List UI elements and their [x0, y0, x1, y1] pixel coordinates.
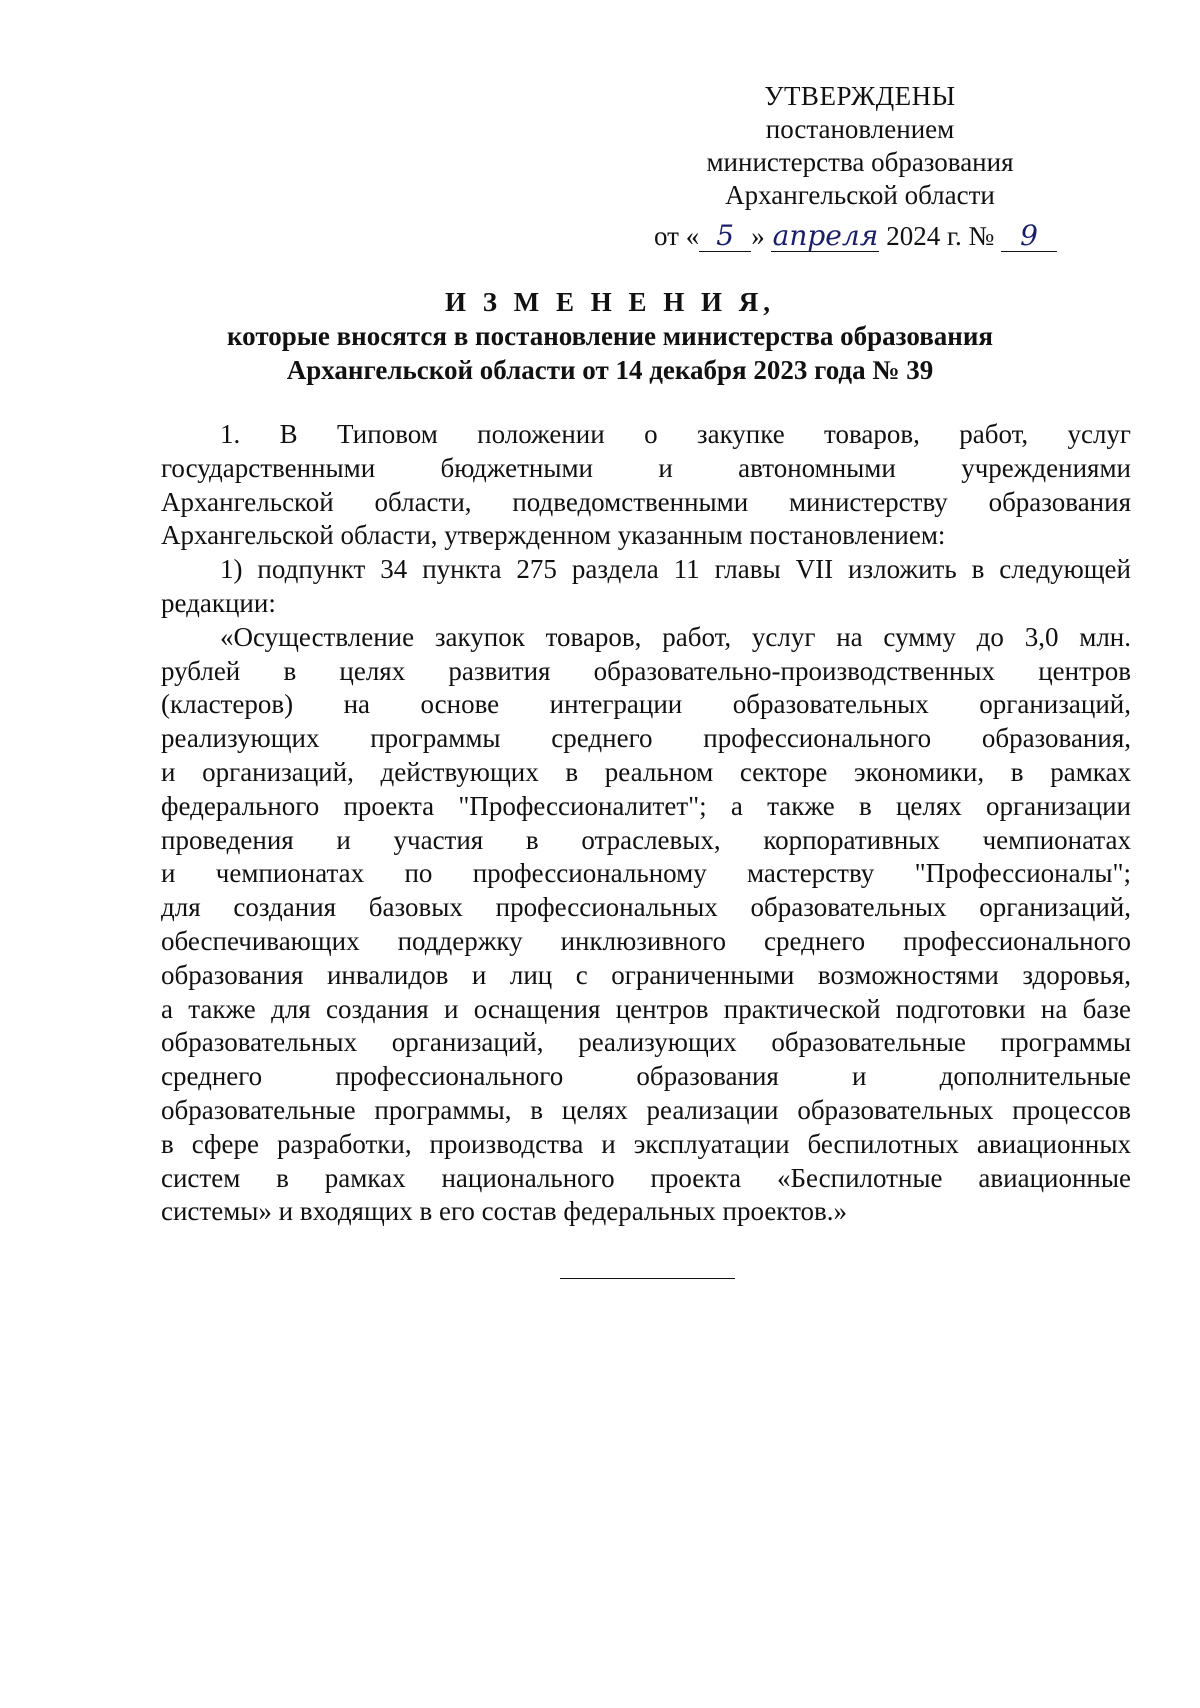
date-year-number-label: 2024 г. № [886, 221, 995, 251]
approval-date-line [654, 220, 1084, 253]
document-heading [160, 285, 1060, 387]
body-line: в сфере разработки, производства и эксплуатации беспилотных авиационных [161, 1128, 1131, 1159]
handwritten-month: апреля [772, 219, 879, 252]
body-line: рублей в целях развития образовательно-производственных центров [161, 655, 1131, 686]
handwritten-number: 9 [1001, 221, 1057, 252]
date-mid: » [751, 221, 765, 251]
approval-line: постановлением [765, 114, 955, 144]
body-line: Архангельской области, утвержденном указанным постановлением: [161, 520, 946, 551]
body-line: образовательных организаций, реализующих образовательные программы [161, 1027, 1131, 1058]
body-line: среднего профессионального образования и дополнительные [161, 1061, 1131, 1092]
body-line: (кластеров) на основе интеграции образовательных организаций, [161, 689, 1131, 720]
body-line: 1) подпункт 34 пункта 275 раздела 11 главы VII изложить в следующей [220, 554, 1131, 585]
body-line: Архангельской области, подведомственными министерству образования [161, 486, 1131, 517]
body-line: реализующих программы среднего профессионального образования, [161, 723, 1131, 754]
approval-block [650, 80, 1070, 252]
body-line: и чемпионатах по профессиональному мастерству "Профессионалы"; [161, 858, 1131, 889]
body-line: а также для создания и оснащения центров практической подготовки на базе [161, 993, 1131, 1024]
heading-subtitle: которые вносятся в постановление министерства образования [226, 321, 994, 351]
body-line: обеспечивающих поддержку инклюзивного среднего профессионального [161, 925, 1131, 956]
body-line: «Осуществление закупок товаров, работ, услуг на сумму до 3,0 млн. [220, 621, 1131, 652]
body-line: для создания базовых профессиональных образовательных организаций, [161, 892, 1131, 923]
body-line: редакции: [161, 587, 276, 618]
end-divider [560, 1278, 735, 1279]
approval-title: УТВЕРЖДЕНЫ [764, 81, 956, 111]
body-line: федерального проекта "Профессионалитет"; а также в целях организации [161, 790, 1131, 821]
document-body [161, 418, 1131, 1229]
body-line: системы» и входящих в его состав федеральных проектов.» [161, 1196, 848, 1227]
body-line: государственными бюджетными и автономными учреждениями [161, 452, 1131, 483]
body-line: образования инвалидов и лиц с ограниченными возможностями здоровья, [161, 959, 1131, 990]
date-prefix: от « [654, 221, 700, 251]
body-line: и организаций, действующих в реальном секторе экономики, в рамках [161, 756, 1131, 787]
heading-subtitle: Архангельской области от 14 декабря 2023 года № 39 [286, 355, 934, 385]
body-line: систем в рамках национального проекта «Беспилотные авиационные [161, 1162, 1131, 1193]
body-line: образовательные программы, в целях реализации образовательных процессов [161, 1094, 1131, 1125]
approval-line: Архангельской области [725, 180, 995, 210]
heading-title: И З М Е Н Е Н И Я, [444, 287, 775, 317]
handwritten-day: 5 [699, 221, 751, 252]
approval-line: министерства образования [706, 147, 1014, 177]
body-line: проведения и участия в отраслевых, корпоративных чемпионатах [161, 824, 1131, 855]
body-line: 1. В Типовом положении о закупке товаров, работ, услуг [220, 419, 1131, 449]
